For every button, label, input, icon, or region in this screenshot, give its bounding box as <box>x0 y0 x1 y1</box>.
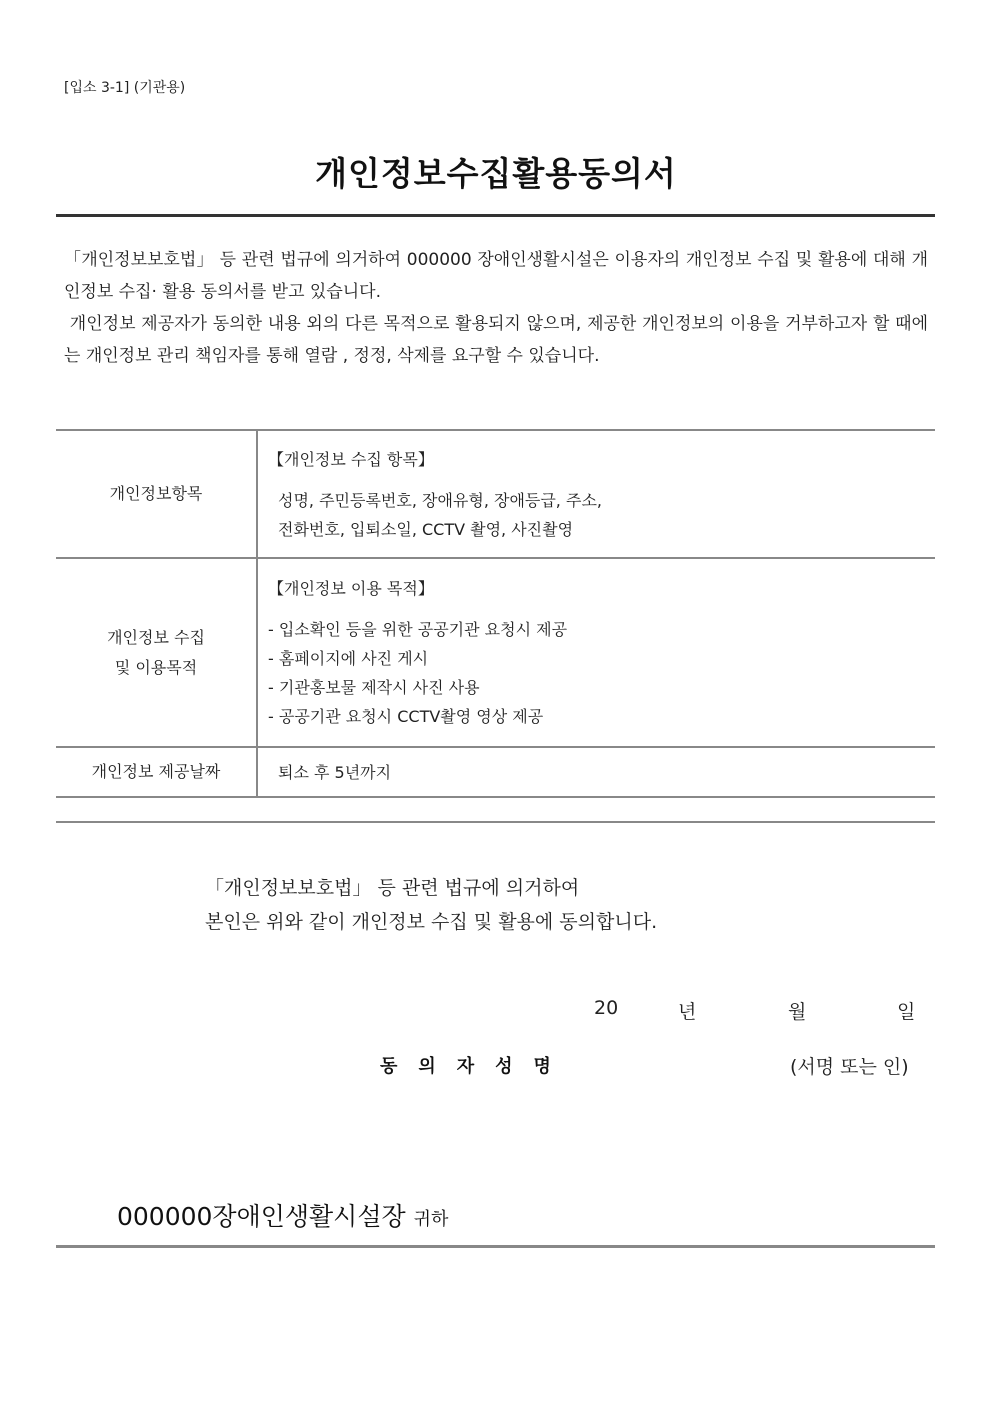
intro-text <box>64 244 928 372</box>
info-table <box>56 429 935 798</box>
period-label: 개인정보 제공날짜 <box>56 747 257 797</box>
period-content <box>257 747 935 797</box>
addressee <box>117 1197 448 1233</box>
items-content <box>257 430 935 558</box>
signer-name-label: 동의자성명 <box>380 1056 572 1077</box>
date-month-label: 월 <box>788 1001 807 1023</box>
section-divider <box>56 821 935 823</box>
period-value: 퇴소 후 5년까지 <box>278 762 392 782</box>
list-item: - 공공기관 요청시 CCTV촬영 영상 제공 <box>268 707 544 726</box>
addressee-suffix: 귀하 <box>413 1209 449 1230</box>
purpose-label-line-1: 개인정보 수집 <box>107 627 205 647</box>
intro-paragraph-2: 개인정보 제공자가 동의한 내용 외의 다른 목적으로 활용되지 않으며, 제공한 개인정보의 이용을 거부하고자 할 때에는 개인정보 관리 책임자를 통해 열람 , 정정, 삭제를 요구할 수 있습니다. <box>64 314 929 366</box>
date-year-label: 년 <box>678 1001 697 1023</box>
intro-paragraph-1: 「개인정보보호법」 등 관련 법규에 의거하여 000000 장애인생활시설은 이용자의 개인정보 수집 및 활용에 대해 개인정보 수집· 활용 동의서를 받고 있습니다. <box>64 250 928 302</box>
purpose-heading: 【개인정보 이용 목적】 <box>268 579 434 598</box>
form-code: [입소 3-1] (기관용) <box>64 80 186 96</box>
items-line-2: 전화번호, 입퇴소일, CCTV 촬영, 사진촬영 <box>278 519 574 539</box>
list-item: - 입소확인 등을 위한 공공기관 요청시 제공 <box>268 620 568 639</box>
items-label: 개인정보항목 <box>56 430 257 558</box>
purpose-content <box>257 558 935 747</box>
items-heading: 【개인정보 수집 항목】 <box>268 449 434 469</box>
document-title: 개인정보수집활용동의서 <box>315 154 677 193</box>
purpose-label-line-2: 및 이용목적 <box>114 657 198 677</box>
table-row-period <box>56 747 935 797</box>
signature-note: (서명 또는 인) <box>790 1056 909 1078</box>
consent-line-2: 본인은 위와 같이 개인정보 수집 및 활용에 동의합니다. <box>205 911 658 933</box>
list-item: - 홈페이지에 사진 게시 <box>268 649 429 668</box>
title-divider <box>56 214 935 217</box>
date-day-label: 일 <box>897 1001 916 1023</box>
list-item: - 기관홍보물 제작시 사진 사용 <box>268 678 480 697</box>
table-row-items <box>56 430 935 558</box>
consent-statement <box>205 871 657 939</box>
consent-line-1: 「개인정보보호법」 등 관련 법규에 의거하여 <box>205 877 580 899</box>
bottom-divider <box>56 1245 935 1248</box>
purpose-label <box>56 558 257 747</box>
purpose-list <box>268 615 935 731</box>
items-line-1: 성명, 주민등록번호, 장애유형, 장애등급, 주소, <box>278 490 602 510</box>
date-year-prefix: 20 <box>594 997 619 1019</box>
addressee-name: 000000장애인생활시설장 <box>117 1202 406 1231</box>
table-row-purpose <box>56 558 935 747</box>
